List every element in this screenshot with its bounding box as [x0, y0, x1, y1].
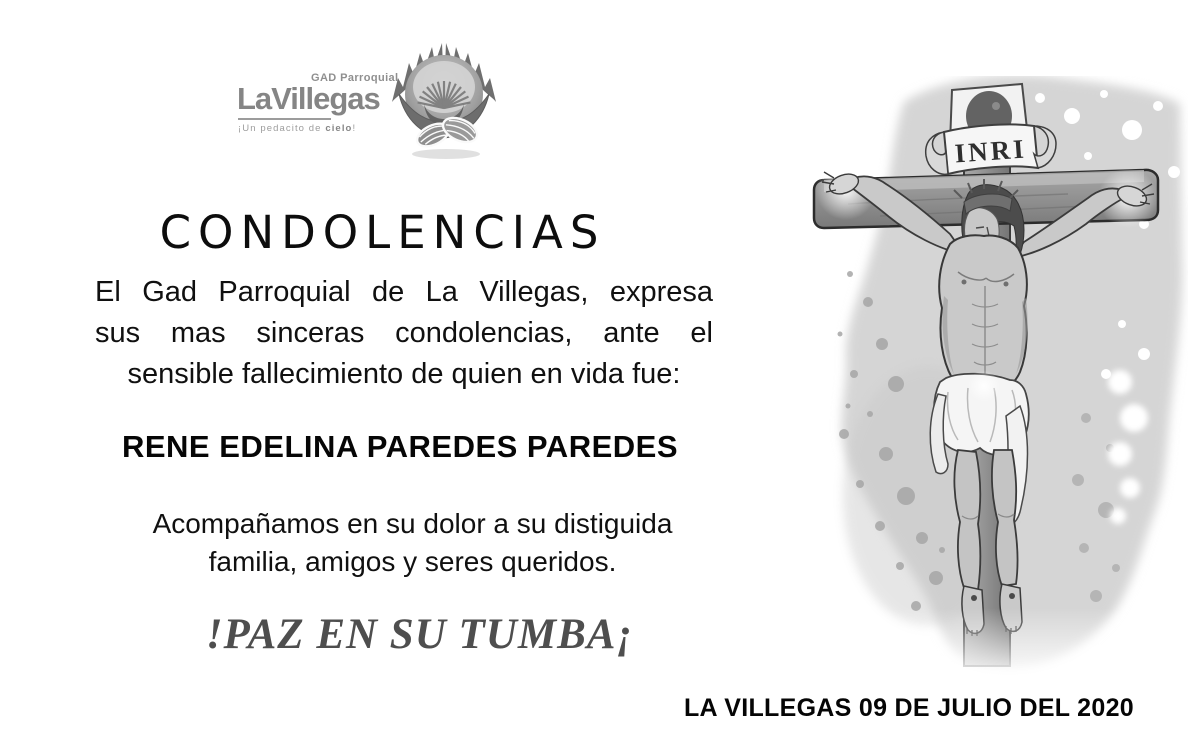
- bottom-fade: [828, 608, 1168, 682]
- condolence-paragraph: [95, 272, 713, 395]
- brand-logo: [235, 36, 510, 162]
- sympathy-line: Acompañamos en su dolor a su distiguida: [152, 508, 673, 539]
- sympathy-line: familia, amigos y seres queridos.: [208, 546, 617, 577]
- paragraph-line: El Gad Parroquial de La Villegas, expresa: [95, 276, 713, 308]
- lavillegas-emblem-icon: [378, 36, 510, 162]
- logo-tagline: ¡Un pedacito de cielo!: [238, 123, 357, 134]
- deceased-name: RENE EDELINA PAREDES PAREDES: [121, 429, 678, 464]
- date-line: LA VILLEGAS 09 DE JULIO DEL 2020: [683, 694, 1134, 722]
- farewell-text: !PAZ EN SU TUMBA¡: [205, 611, 635, 658]
- paragraph-line: sus mas sinceras condolencias, ante el: [95, 317, 713, 349]
- page-title: CONDOLENCIAS: [159, 206, 606, 259]
- sympathy-text: [40, 505, 785, 581]
- crucifix-illustration: [788, 76, 1188, 682]
- paragraph-line: sensible fallecimiento de quien en vida fue:: [127, 358, 681, 390]
- logo-gad-label: GAD Parroquial: [311, 72, 399, 84]
- logo-brand-text: LaVillegas: [237, 81, 380, 116]
- logo-divider: [238, 118, 331, 120]
- inri-label: INRI: [953, 133, 1028, 169]
